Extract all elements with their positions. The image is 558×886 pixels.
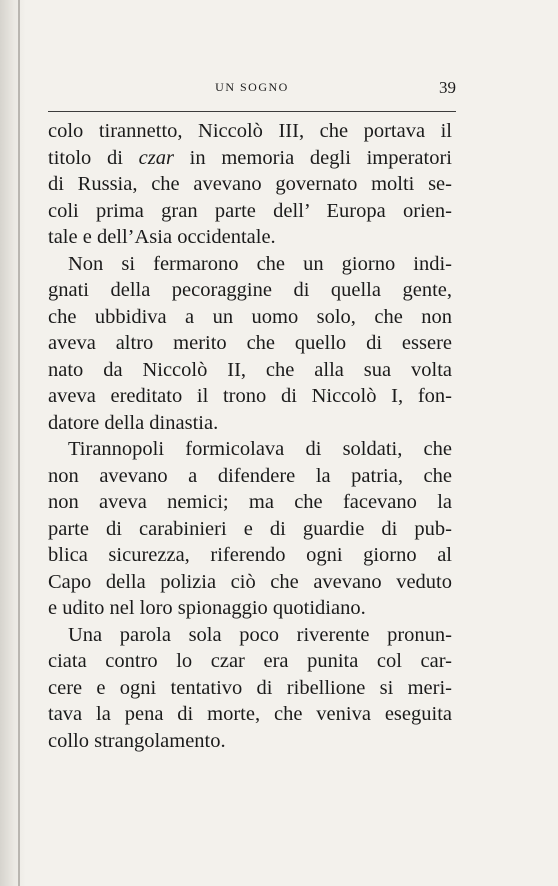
text-line: gnati della pecoraggine di quella gente, (48, 279, 452, 301)
text-line: ciata contro lo czar era punita col car- (48, 650, 452, 672)
paragraph-3 (48, 436, 452, 622)
text-line: nato da Niccolò II, che alla sua volta (48, 358, 452, 381)
gutter-line (18, 0, 20, 886)
text-line: colo tirannetto, Niccolò III, che portava il (48, 120, 452, 142)
text-line: parte di carabinieri e di guardie di pub- (48, 517, 452, 540)
paragraph-4 (48, 622, 452, 755)
text-line: di Russia, che avevano governato molti se- (48, 173, 452, 195)
page-edge-shadow (0, 0, 26, 886)
paragraph-1 (48, 118, 452, 251)
text-line: tale e dell’Asia occidentale. (48, 226, 276, 248)
text-line: Non si fermarono che un giorno indi- (68, 252, 452, 275)
text-line: e udito nel loro spionaggio quotidiano. (48, 597, 366, 619)
text-fragment: titolo di (48, 146, 139, 169)
text-line: blica sicurezza, riferendo ogni giorno al (48, 544, 452, 566)
text-line: tava la pena di morte, che veniva eseguita (48, 703, 452, 725)
text-line: Capo della polizia ciò che avevano veduto (48, 570, 452, 593)
text-line: datore della dinastia. (48, 411, 219, 434)
italic-word: czar (138, 146, 174, 169)
text-line: non aveva nemici; ma che facevano la (48, 491, 452, 513)
text-line: Una parola sola poco riverente pronun- (68, 623, 452, 646)
text-line: coli prima gran parte dell’ Europa orien- (48, 199, 452, 222)
header-rule (48, 111, 456, 112)
text-line: collo strangolamento. (48, 729, 226, 752)
text-line (48, 145, 452, 172)
paragraph-2 (48, 251, 452, 437)
page-number: 39 (439, 78, 456, 97)
text-line: cere e ogni tentativo di ribellione si meri- (48, 676, 452, 699)
text-line: Tirannopoli formicolava di soldati, che (68, 438, 452, 460)
text-line: aveva altro merito che quello di essere (48, 332, 452, 354)
text-line: aveva ereditato il trono di Niccolò I, fon- (48, 385, 452, 407)
body-text (48, 118, 452, 754)
text-line: non avevano a difendere la patria, che (48, 464, 452, 487)
text-line: che ubbidiva a un uomo solo, che non (48, 305, 452, 328)
page-header (48, 78, 456, 100)
text-fragment: in memoria degli imperatori (173, 146, 452, 169)
running-head: UN SOGNO (215, 80, 289, 94)
